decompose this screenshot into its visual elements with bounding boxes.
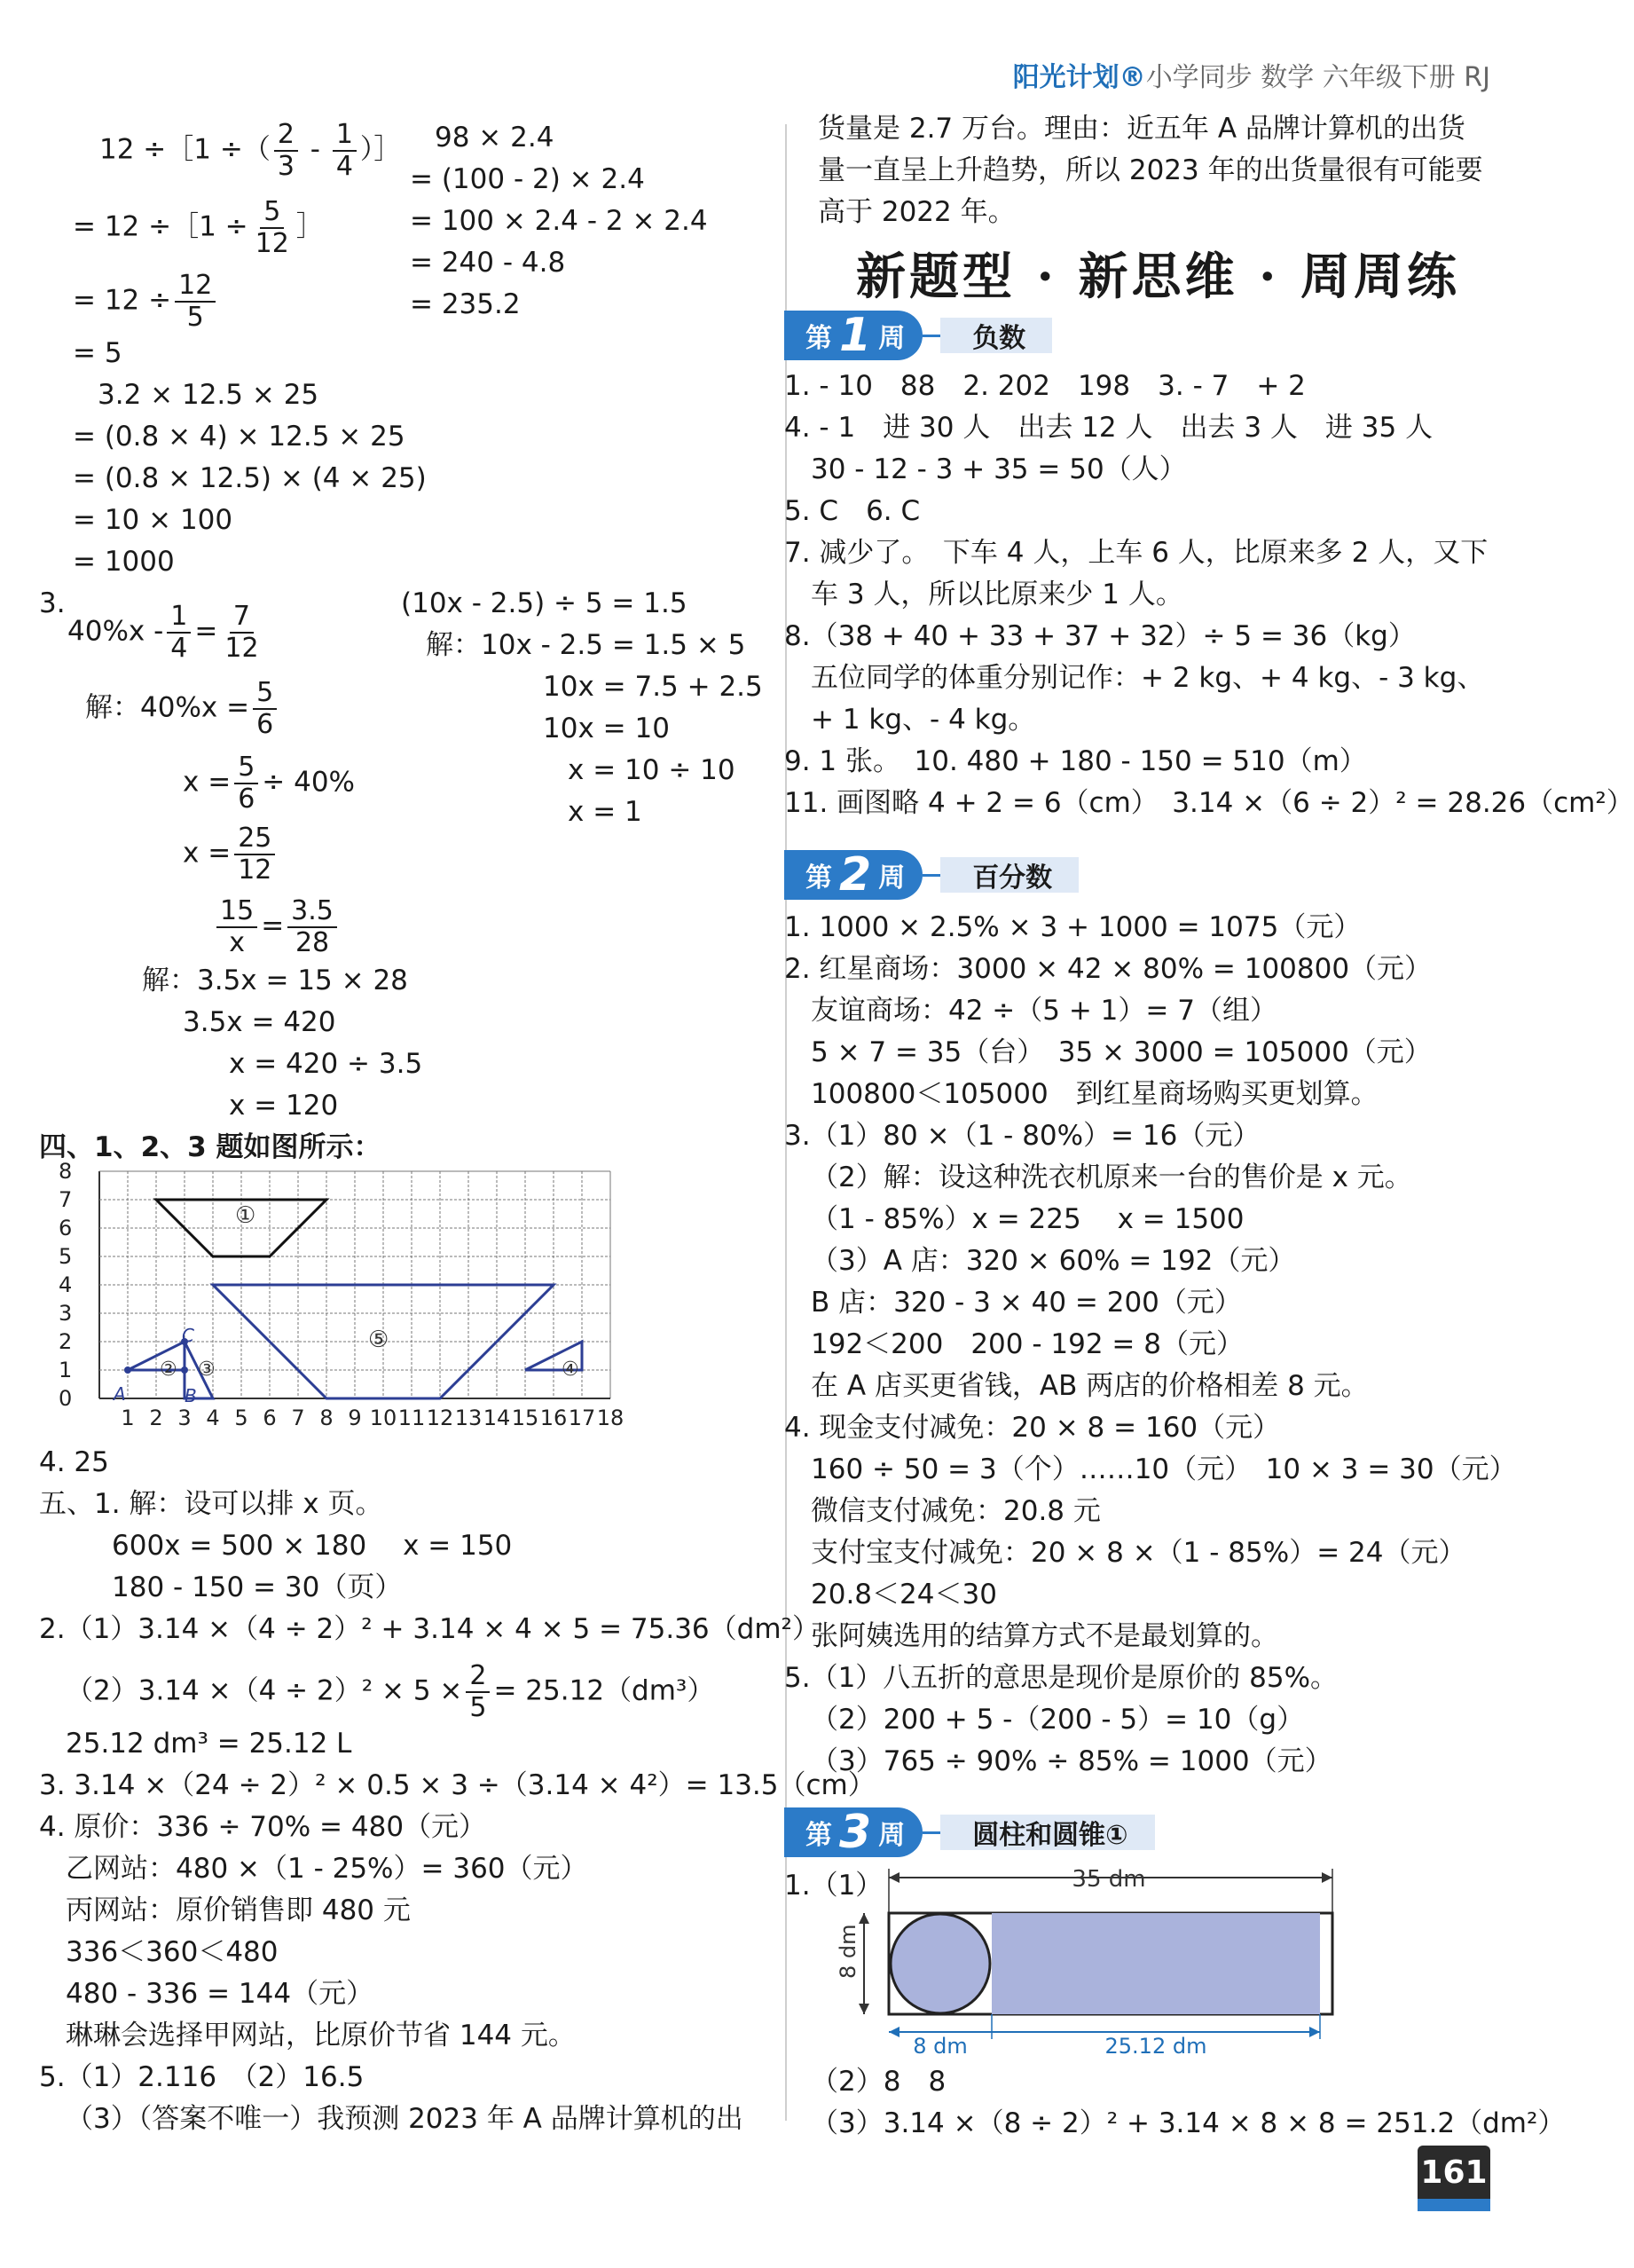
eq-line: 180 - 150 = 30（页） — [112, 1571, 403, 1603]
numerator: 7 — [230, 602, 254, 634]
text-line: 160 ÷ 50 = 3（个）……10（元） 10 × 3 = 30（元） — [811, 1453, 1517, 1485]
eq-line: 12 ÷［1 ÷（ $\frac{2}{3}$ - $\frac{1}{4}$ ）］ — [99, 119, 402, 182]
text-line: 8.（38 + 40 + 33 + 37 + 32）÷ 5 = 36（kg） — [784, 620, 1416, 652]
eq-line: x = 10 ÷ 10 — [568, 754, 735, 786]
x-tick-label: 1 — [121, 1406, 135, 1430]
eq-line: 336＜360＜480 — [66, 1936, 279, 1968]
week-banner-3 — [784, 1807, 1155, 1857]
shapes — [124, 1200, 582, 1398]
denominator: 12 — [255, 228, 289, 259]
text: = — [194, 615, 218, 648]
point-label-A: A — [114, 1383, 126, 1405]
fraction — [274, 120, 298, 182]
dim-label-left: 8 dm — [836, 1924, 860, 1979]
text-line: 9. 1 张。 10. 480 + 180 - 150 = 510（m） — [784, 745, 1367, 777]
vertex-dot — [181, 1366, 188, 1374]
eq-line: (10x - 2.5) ÷ 5 = 1.5 — [401, 587, 687, 619]
y-tick-label: 3 — [59, 1301, 73, 1326]
y-tick-label: 1 — [59, 1358, 73, 1382]
numerator: 5 — [260, 197, 284, 229]
eq-line: = (0.8 × 12.5) × (4 × 25) — [73, 462, 427, 494]
text-line: 微信支付减免：20.8 元 — [811, 1495, 1101, 1527]
fraction — [221, 602, 262, 664]
x-tick-label: 7 — [291, 1406, 305, 1430]
text-line: 张阿姨选用的结算方式不是最划算的。 — [811, 1620, 1278, 1652]
text-line: 11. 画图略 4 + 2 = 6（cm） 3.14 ×（6 ÷ 2）² = 28.26（cm²） — [784, 787, 1634, 819]
eq-line: 3. 3.14 ×（24 ÷ 2）² × 0.5 × 3 ÷（3.14 × 4²）= 13.5（cm） — [39, 1769, 876, 1801]
text-line: （3）765 ÷ 90% ÷ 85% = 1000（元） — [811, 1745, 1332, 1777]
arrow-head — [889, 1872, 899, 1883]
eq-line: 10x = 7.5 + 2.5 — [543, 671, 763, 703]
eq-line: = 235.2 — [410, 288, 521, 320]
y-axis-labels — [59, 1159, 72, 1411]
section-heading: 四、1、2、3 题如图所示： — [39, 1131, 381, 1163]
arrow-head — [1322, 1872, 1332, 1883]
week-prefix: 第 — [805, 1820, 832, 1851]
fraction — [216, 896, 257, 958]
x-tick-label: 9 — [348, 1406, 362, 1430]
text: x = — [183, 837, 232, 870]
dim-label-bottom-left: 8 dm — [913, 2034, 968, 2059]
eq-line: = (100 - 2) × 2.4 — [410, 163, 645, 195]
x-axis-labels — [121, 1406, 624, 1430]
denominator: 5 — [469, 1692, 487, 1723]
text-line: 1. 1000 × 2.5% × 3 + 1000 = 1075（元） — [784, 911, 1362, 943]
week-topic: 圆柱和圆锥① — [940, 1815, 1154, 1850]
x-tick-label: 3 — [177, 1406, 192, 1430]
text-line: 在 A 店买更省钱，AB 两店的价格相差 8 元。 — [811, 1370, 1369, 1402]
shape-label-3: ③ — [198, 1358, 216, 1381]
eq-line — [85, 678, 280, 740]
week-tag — [784, 850, 923, 900]
text-line: 4. 现金支付减免：20 × 8 = 160（元） — [784, 1412, 1281, 1444]
week-number: 3 — [839, 1806, 872, 1859]
vertex-dot — [124, 1366, 131, 1374]
text: = 12 ÷［1 ÷ — [73, 210, 248, 243]
numerator: 2 — [466, 1661, 490, 1693]
text-line: 友谊商场：42 ÷（5 + 1）= 7（组） — [811, 995, 1277, 1027]
text-line: 2. 红星商场：3000 × 42 × 80% = 100800（元） — [784, 953, 1433, 985]
week-tag — [784, 1807, 923, 1857]
eq-line: 480 - 336 = 144（元） — [66, 1978, 374, 2010]
numerator: 1 — [167, 602, 191, 634]
text: = — [261, 910, 285, 942]
denominator: 12 — [224, 633, 259, 664]
eq-line — [66, 1661, 714, 1723]
y-tick-label: 6 — [59, 1216, 73, 1240]
header-subtitle: 小学同步 数学 六年级下册 RJ — [1145, 62, 1490, 93]
x-tick-label: 16 — [539, 1406, 568, 1430]
fraction — [333, 120, 357, 182]
x-tick-label: 18 — [596, 1406, 625, 1430]
eq-line: 98 × 2.4 — [435, 122, 554, 154]
text-line: （2）8 8 — [811, 2066, 947, 2098]
eq-line: 25.12 dm³ = 25.12 L — [66, 1728, 352, 1760]
x-tick-label: 6 — [263, 1406, 277, 1430]
numerator: 2 — [274, 120, 298, 152]
y-tick-label: 5 — [59, 1244, 73, 1269]
page-number-bar — [1418, 2199, 1490, 2211]
week-topic: 百分数 — [940, 857, 1079, 893]
x-tick-label: 4 — [206, 1406, 220, 1430]
denominator: 4 — [335, 151, 353, 182]
fraction — [234, 752, 258, 815]
x-tick-label: 2 — [149, 1406, 163, 1430]
text-line: 5.（1）八五折的意思是现价是原价的 85%。 — [784, 1662, 1339, 1694]
eq-line: x = 1 — [568, 796, 642, 828]
text: （2）3.14 ×（4 ÷ 2）² × 5 × — [66, 1674, 463, 1707]
fraction — [466, 1661, 490, 1723]
eq-line — [213, 896, 341, 958]
x-tick-label: 17 — [568, 1406, 596, 1430]
x-tick-label: 10 — [369, 1406, 397, 1430]
text: = 25.12（dm³） — [493, 1674, 715, 1707]
eq-line: 600x = 500 × 180 x = 150 — [112, 1530, 513, 1562]
coordinate-grid-figure — [35, 1159, 648, 1453]
eq-line — [73, 197, 324, 259]
eq-line — [183, 752, 355, 815]
text: = 12 ÷ — [73, 284, 172, 317]
numerator: 15 — [216, 896, 257, 928]
week-number: 2 — [839, 848, 872, 902]
text-line: 100800＜105000 到红星商场购买更划算。 — [811, 1078, 1379, 1110]
x-tick-label: 14 — [483, 1406, 511, 1430]
question-number: 3. — [39, 587, 66, 619]
fraction — [253, 678, 277, 740]
text: 12 ÷［1 ÷（ — [99, 133, 271, 166]
text-line: 高于 2022 年。 — [818, 196, 1016, 228]
header-brand: 阳光计划® — [1012, 62, 1146, 93]
lateral-surface — [992, 1913, 1320, 2014]
text: 解：40%x = — [85, 691, 250, 724]
dim-label-top: 35 dm — [1072, 1866, 1146, 1893]
week-tag — [784, 311, 923, 360]
dim-label-bottom-right: 25.12 dm — [1104, 2034, 1207, 2059]
point-label-B: B — [185, 1385, 197, 1406]
shape-label-5: ⑤ — [368, 1327, 389, 1353]
page-number: 161 — [1418, 2146, 1490, 2199]
y-tick-label: 2 — [59, 1329, 73, 1354]
week-banner-2 — [784, 850, 1079, 900]
text: 40%x - — [67, 615, 164, 648]
text: ］ — [295, 210, 324, 243]
eq-line: 丙网站：原价销售即 480 元 — [66, 1894, 411, 1926]
x-tick-label: 15 — [511, 1406, 539, 1430]
eq-line: （3）（答案不唯一）我预测 2023 年 A 品牌计算机的出 — [66, 2103, 743, 2135]
y-tick-label: 4 — [59, 1272, 73, 1297]
running-header — [1013, 55, 1490, 94]
text-line: 4. - 1 进 30 人 出去 12 人 出去 3 人 进 35 人 — [784, 412, 1434, 444]
text: ）］ — [359, 133, 402, 166]
week-prefix: 第 — [805, 323, 832, 354]
y-tick-label: 0 — [59, 1386, 73, 1411]
eq-line: 3.5x = 420 — [183, 1006, 336, 1038]
x-tick-label: 5 — [234, 1406, 248, 1430]
eq-line: 乙网站：480 ×（1 - 25%）= 360（元） — [66, 1853, 588, 1885]
y-tick-label: 8 — [59, 1159, 73, 1184]
text-line: 五位同学的体重分别记作：+ 2 kg、+ 4 kg、- 3 kg、 — [811, 662, 1485, 694]
text-line: + 1 kg、- 4 kg。 — [811, 704, 1036, 736]
eq-line: 解：10x - 2.5 = 1.5 × 5 — [426, 629, 746, 661]
week-suffix: 周 — [878, 323, 906, 354]
eq-line: 4. 原价：336 ÷ 70% = 480（元） — [39, 1811, 487, 1843]
shape-label-1: ① — [235, 1202, 256, 1229]
eq-line: x = 420 ÷ 3.5 — [229, 1048, 423, 1080]
text-line: 货量是 2.7 万台。理由：近五年 A 品牌计算机的出货 — [818, 113, 1465, 145]
eq-line: = 10 × 100 — [73, 504, 233, 536]
eq-line: 3.2 × 12.5 × 25 — [98, 379, 319, 411]
point-label-C: C — [182, 1325, 194, 1346]
eq-line: 解：3.5x = 15 × 28 — [142, 965, 408, 996]
week-suffix: 周 — [878, 862, 906, 894]
text-line: 5 × 7 = 35（台） 35 × 3000 = 105000（元） — [811, 1036, 1432, 1068]
denominator: 3 — [277, 151, 295, 182]
arrow-head — [1309, 2027, 1320, 2037]
arrow-head — [859, 2004, 869, 2014]
eq-line: = 240 - 4.8 — [410, 247, 566, 279]
week-banner-1 — [784, 311, 1052, 360]
numerator: 12 — [175, 271, 216, 303]
text: ÷ 40% — [262, 766, 356, 799]
text-line: 5. C 6. C — [784, 495, 921, 527]
fraction — [167, 602, 191, 664]
text-line: 车 3 人，所以比原来少 1 人。 — [811, 579, 1183, 610]
denominator: 28 — [295, 927, 330, 958]
arrow-head — [889, 2027, 899, 2037]
numerator: 25 — [234, 823, 275, 855]
text-line: 192＜200 200 - 192 = 8（元） — [811, 1328, 1244, 1360]
shape-label-2: ② — [160, 1358, 177, 1381]
denominator: x — [229, 927, 245, 958]
cylinder-net-figure — [836, 1862, 1357, 2059]
week-prefix: 第 — [805, 862, 832, 894]
eq-line: = 5 — [73, 337, 122, 369]
fraction — [287, 896, 337, 958]
text-line: （3）A 店：320 × 60% = 192（元） — [811, 1245, 1296, 1277]
numerator: 3.5 — [287, 896, 337, 928]
text-line: 30 - 12 - 3 + 35 = 50（人） — [811, 453, 1187, 485]
text-line: 支付宝支付减免：20 × 8 ×（1 - 85%）= 24（元） — [811, 1537, 1466, 1569]
week-topic: 负数 — [940, 318, 1052, 353]
eq-line: = (0.8 × 4) × 12.5 × 25 — [73, 421, 405, 453]
numerator: 1 — [333, 120, 357, 152]
x-tick-label: 8 — [319, 1406, 334, 1430]
denominator: 6 — [238, 784, 255, 815]
denominator: 4 — [170, 633, 188, 664]
denominator: 12 — [238, 854, 272, 886]
eq-line: 10x = 10 — [543, 713, 670, 744]
x-tick-label: 12 — [426, 1406, 454, 1430]
eq-line: 2.（1）3.14 ×（4 ÷ 2）² + 3.14 × 4 × 5 = 75.36（dm²） — [39, 1613, 820, 1645]
eq-line — [73, 271, 219, 333]
eq-line — [67, 602, 266, 664]
text-line: 1.（1） — [784, 1870, 884, 1902]
text-line: B 店：320 - 3 × 40 = 200（元） — [811, 1287, 1242, 1319]
shape-label-4: ④ — [562, 1358, 579, 1381]
denominator: 6 — [256, 709, 274, 740]
fraction — [234, 823, 275, 886]
x-tick-label: 11 — [397, 1406, 426, 1430]
eq-line: x = 120 — [229, 1090, 339, 1122]
y-tick-label: 7 — [59, 1187, 73, 1212]
fraction — [252, 197, 293, 259]
eq-line: = 1000 — [73, 546, 175, 578]
text-line: （2）解：设这种洗衣机原来一台的售价是 x 元。 — [811, 1162, 1412, 1193]
numerator: 5 — [253, 678, 277, 710]
text-line: （1 - 85%）x = 225 x = 1500 — [811, 1203, 1245, 1235]
arrow-head — [859, 1913, 869, 1924]
text-line: 1. - 10 88 2. 202 198 3. - 7 + 2 — [784, 370, 1306, 402]
text-line: 20.8＜24＜30 — [811, 1579, 997, 1610]
eq-line: 4. 25 — [39, 1446, 109, 1478]
eq-line: = 100 × 2.4 - 2 × 2.4 — [410, 205, 708, 237]
fraction — [175, 271, 216, 333]
text-line: 量一直呈上升趋势，所以 2023 年的出货量很有可能要 — [818, 154, 1483, 186]
eq-line: 琳琳会选择甲网站，比原价节省 144 元。 — [66, 2020, 576, 2051]
denominator: 5 — [186, 302, 204, 333]
text-line: （3）3.14 ×（8 ÷ 2）² + 3.14 × 8 × 8 = 251.2（dm²） — [811, 2107, 1566, 2139]
week-number: 1 — [839, 309, 872, 362]
x-tick-label: 13 — [454, 1406, 483, 1430]
base-circle — [891, 1914, 990, 2013]
numerator: 5 — [234, 752, 258, 784]
eq-line: 五、1. 解：设可以排 x 页。 — [39, 1488, 383, 1520]
week-suffix: 周 — [878, 1820, 906, 1851]
section-title: 新题型 · 新思维 · 周周练 — [856, 248, 1460, 306]
eq-line: 5.（1）2.116 （2）16.5 — [39, 2061, 365, 2093]
text: x = — [183, 766, 232, 799]
eq-line — [183, 823, 279, 886]
text-line: 7. 减少了。 下车 4 人，上车 6 人，比原来多 2 人，又下 — [784, 537, 1489, 569]
text-line: （2）200 + 5 -（200 - 5）= 10（g） — [811, 1704, 1305, 1736]
text-line: 3.（1）80 ×（1 - 80%）= 16（元） — [784, 1120, 1261, 1152]
